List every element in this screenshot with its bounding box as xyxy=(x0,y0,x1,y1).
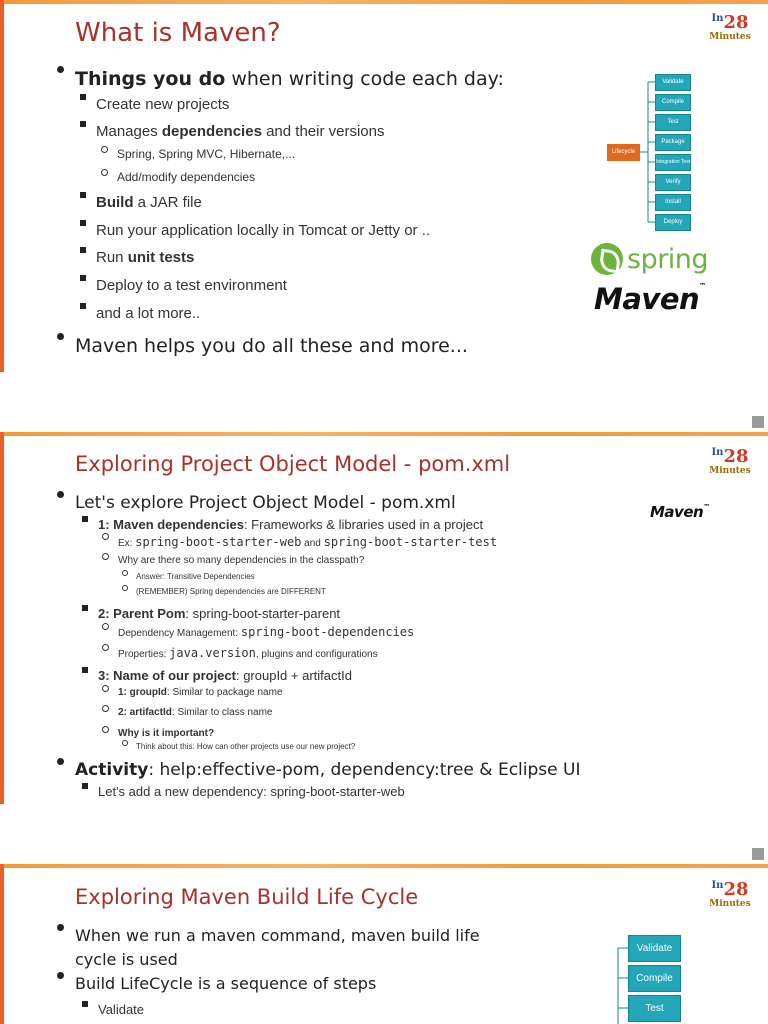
maven-logo: Maven™ xyxy=(594,282,706,316)
list-item: Why are there so many dependencies in the classpath? xyxy=(97,553,497,569)
lifecycle-step-deploy: Deploy xyxy=(655,214,691,231)
list-item: and a lot more.. xyxy=(75,303,430,331)
in28minutes-logo: $^{In}$28 Minutes xyxy=(709,12,751,42)
lifecycle-step-validate: Validate xyxy=(655,74,691,91)
lifecycle-step-integration-test: Integration Test xyxy=(655,154,691,171)
list-item: Create new projects xyxy=(75,94,385,121)
list-item: Validate xyxy=(77,1001,144,1019)
slide-title: What is Maven? xyxy=(75,18,281,48)
sub-list xyxy=(77,1001,144,1019)
sub-list xyxy=(77,783,405,801)
slide-top-border xyxy=(0,0,768,4)
list-item: Build a JAR file xyxy=(75,192,430,220)
list-item: Run your application locally in Tomcat or Jetty or .. xyxy=(75,220,430,247)
slide-what-is-maven xyxy=(0,0,768,372)
slide-build-life-cycle xyxy=(0,864,768,1024)
bullet-list xyxy=(55,758,580,782)
bullet-list xyxy=(55,924,525,996)
slide-navigation-square xyxy=(752,416,764,428)
lifecycle-step-validate: Validate xyxy=(628,935,681,962)
list-item: Run unit tests xyxy=(75,247,430,275)
slide-title: Exploring Maven Build Life Cycle xyxy=(75,885,419,909)
list-item: Let's add a new dependency: spring-boot-starter-web xyxy=(77,783,405,801)
sub-sub-list xyxy=(96,146,295,191)
list-item: Why is it important? xyxy=(97,726,283,740)
list-item: Things you do when writing code each day: xyxy=(55,66,504,92)
slide-left-border xyxy=(0,432,4,804)
spring-leaf-icon xyxy=(591,243,623,275)
slide-top-border xyxy=(0,432,768,436)
sub-sub-sub-list xyxy=(117,740,355,754)
list-item: Dependency Management: spring-boot-dependencies xyxy=(97,623,414,644)
slide-navigation-square xyxy=(752,848,764,860)
list-item: Answer: Transitive Dependencies xyxy=(117,570,326,585)
slide-left-border xyxy=(0,864,4,1024)
lifecycle-step-test: Test xyxy=(628,995,681,1022)
sub-sub-sub-list xyxy=(117,570,326,600)
slide-top-border xyxy=(0,864,768,868)
list-item: Add/modify dependencies xyxy=(96,169,295,191)
bullet-list xyxy=(55,333,468,359)
sub-sub-list xyxy=(97,533,497,569)
lifecycle-step-compile: Compile xyxy=(628,965,681,992)
lifecycle-step-test: Test xyxy=(655,114,691,131)
list-item: Deploy to a test environment xyxy=(75,275,430,303)
list-item: Ex: spring-boot-starter-web and spring-boot-starter-test xyxy=(97,533,497,553)
list-item: 2: Parent Pom: spring-boot-starter-parent xyxy=(77,605,340,623)
slide-pom-xml xyxy=(0,432,768,804)
lifecycle-step-install: Install xyxy=(655,194,691,211)
list-item: Spring, Spring MVC, Hibernate,... xyxy=(96,146,295,169)
list-item: 1: groupId: Similar to package name xyxy=(97,685,283,705)
sub-sub-list xyxy=(97,623,414,664)
maven-logo: Maven™ xyxy=(650,503,710,521)
slide-title: Exploring Project Object Model - pom.xml xyxy=(75,452,511,476)
slide-left-border xyxy=(0,0,4,372)
list-item: Activity: help:effective-pom, dependency:tree & Eclipse UI xyxy=(55,758,580,782)
bullet-list xyxy=(55,491,456,515)
lifecycle-step-verify: Verify xyxy=(655,174,691,191)
sub-list xyxy=(75,94,385,144)
list-item: When we run a maven command, maven build life cycle is used xyxy=(55,924,525,972)
list-item: Think about this: How can other projects use our new project? xyxy=(117,740,355,754)
in28minutes-logo: $^{In}$28 Minutes xyxy=(709,446,751,476)
sub-list xyxy=(77,667,352,685)
list-item: Let's explore Project Object Model - pom.xml xyxy=(55,491,456,515)
list-item: 1: Maven dependencies: Frameworks & libraries used in a project xyxy=(77,516,483,534)
list-item: Build LifeCycle is a sequence of steps xyxy=(55,972,525,996)
lifecycle-root-box: Lifecycle xyxy=(607,144,640,161)
lifecycle-step-package: Package xyxy=(655,134,691,151)
lifecycle-step-compile: Compile xyxy=(655,94,691,111)
in28minutes-logo: $^{In}$28 Minutes xyxy=(709,879,751,909)
list-item: 3: Name of our project: groupId + artifactId xyxy=(77,667,352,685)
sub-list xyxy=(75,192,430,331)
sub-list xyxy=(77,605,340,623)
spring-logo: spring xyxy=(591,243,708,275)
sub-list xyxy=(77,516,483,534)
bullet-list xyxy=(55,66,504,92)
list-item: Properties: java.version, plugins and configurations xyxy=(97,644,414,664)
list-item: (REMEMBER) Spring dependencies are DIFFERENT xyxy=(117,585,326,600)
list-item: Maven helps you do all these and more... xyxy=(55,333,468,359)
list-item: Manages dependencies and their versions xyxy=(75,121,385,144)
sub-sub-list xyxy=(97,685,283,740)
list-item: 2: artifactId: Similar to class name xyxy=(97,705,283,726)
